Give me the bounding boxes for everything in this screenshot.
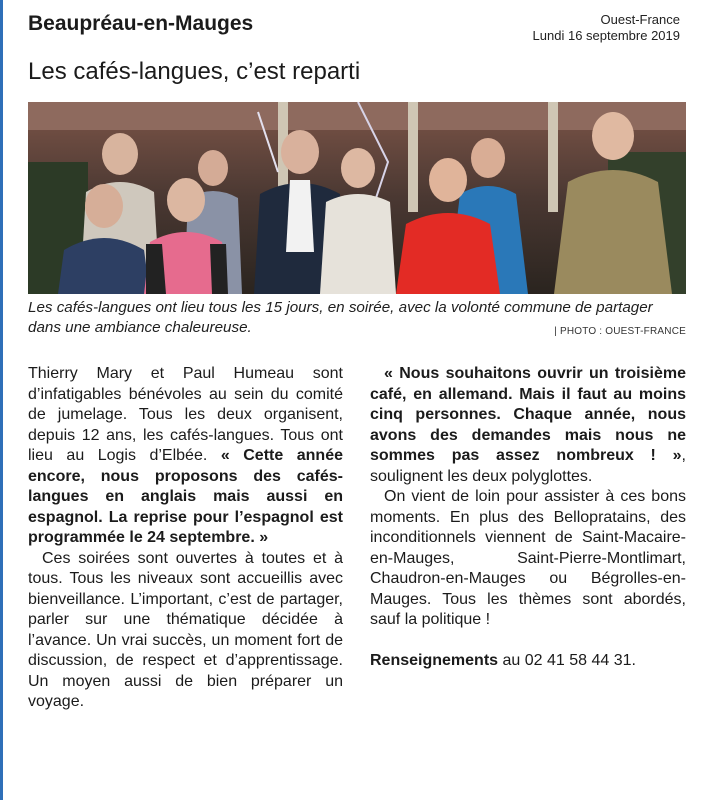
paragraph-intro	[28, 364, 343, 549]
info-line	[370, 651, 686, 672]
info-phone: au 02 41 58 44 31.	[498, 651, 636, 669]
group-photo	[28, 102, 686, 294]
publication-name: Ouest-France	[600, 12, 680, 27]
photo-credit: | PHOTO : OUEST-FRANCE	[554, 326, 686, 337]
paragraph-evenings: Ces soirées sont ouvertes à toutes et à tous. Tous les niveaux sont accueillis avec bienveillance. L’important, c’est de partager, parler sur une thématique décidée à l’avance. Un vrai succès, un moment fort de discussion, de respect et d’apprentissage. Un moyen aussi de bien préparer un voyage.	[28, 549, 343, 710]
intro-text: Thierry Mary et Paul Humeau sont d’infatigables bénévoles au sein du comité de jumelage. Tous les deux organisent, depuis 12 ans, les cafés-langues. Tous ont lieu au Logis d’Elbée.	[28, 365, 343, 464]
left-accent-rule	[0, 0, 3, 800]
info-label: Renseignements	[370, 651, 499, 669]
article-title: Les cafés-langues, c’est reparti	[28, 58, 361, 85]
source-block	[533, 12, 680, 44]
article-column-2	[370, 364, 686, 671]
paragraph-attendees: On vient de loin pour assister à ces bons moments. En plus des Bellopratains, des inconditionnels viennent de Saint-Macaire-en-Mauges, Saint-Pierre-Montlimart, Chaudron-en-Mauges ou Bégrolles-en-Mauges. Tous les thèmes sont abordés, sauf la politique !	[370, 488, 686, 628]
quote-intro: « Cette année encore, nous proposons des cafés-langues en anglais mais aussi en espagnol. La reprise pour l’espagnol est programmée le 24 septembre. »	[28, 447, 343, 546]
attribution-text: , soulignent les deux polyglottes.	[370, 447, 686, 485]
quote-german-cafe: « Nous souhaitons ouvrir un troisième café, en allemand. Mais il faut au moins cinq personnes. Chaque année, nous avons des demandes mais nous ne sommes pas assez nombreux ! »	[370, 365, 686, 464]
page-header	[18, 10, 684, 46]
locality-heading: Beaupréau-en-Mauges	[28, 12, 254, 35]
article-column-1	[28, 364, 343, 713]
photo-caption: Les cafés-langues ont lieu tous les 15 jours, en soirée, avec la volonté commune de partager dans une ambiance chaleureuse.	[28, 299, 653, 336]
paragraph-german-cafe	[370, 364, 686, 487]
publication-date: Lundi 16 septembre 2019	[532, 28, 680, 43]
